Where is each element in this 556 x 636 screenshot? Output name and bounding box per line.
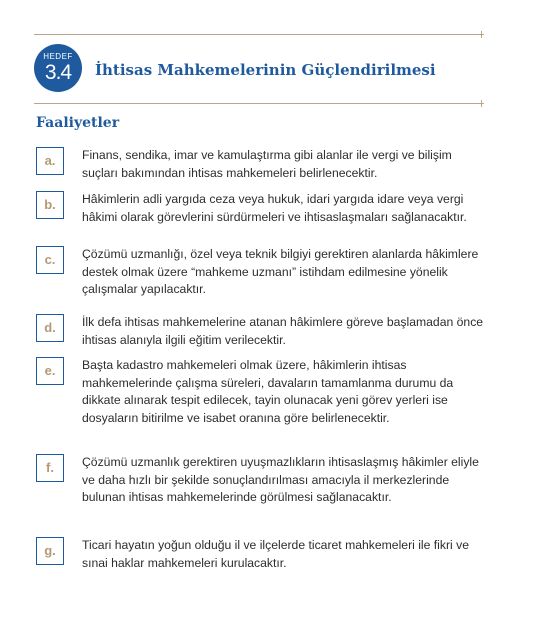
bottom-divider: [34, 103, 484, 104]
bottom-divider-tick: [481, 100, 482, 107]
goal-title: İhtisas Mahkemelerinin Güçlendirilmesi: [95, 61, 436, 79]
activity-letter: g.: [36, 537, 64, 565]
activity-text: Çözümü uzmanlığı, özel veya teknik bilgiyi gerektiren alanlarda hâkimlere destek olmak üzere “mahkeme uzmanı” istihdam edilmesine yönelik çalışmalar yapılacaktır.: [82, 247, 479, 296]
goal-header: [34, 44, 484, 94]
activity-text: Hâkimlerin adli yargıda ceza veya hukuk, idari yargıda idare veya vergi hâkimi olarak görevlerini sürdürmeleri ve ihtisaslaşmaları sağlanacaktır.: [82, 192, 467, 224]
activity-text: Başta kadastro mahkemeleri olmak üzere, hâkimlerin ihtisas mahkemelerinde çalışma süreleri, davaların tamamlanma durumu da dikkate alınarak tespit edilecek, tayin olunacak yeni görev yerleri ise dosyaların bitirilme ve isabet oranına göre belirlenecektir.: [82, 358, 454, 425]
activity-letter: a.: [36, 147, 64, 175]
activity-letter: d.: [36, 314, 64, 342]
activity-letter: f.: [36, 454, 64, 482]
top-divider: [34, 34, 484, 35]
goal-badge-label: HEDEF: [43, 52, 73, 61]
goal-badge-number: 3.4: [44, 61, 72, 84]
activity-text: Çözümü uzmanlık gerektiren uyuşmazlıkların ihtisaslaşmış hâkimler eliyle ve daha hızlı bir şekilde sonuçlandırılması amacıyla il merkezlerinde bulunan ihtisas mahkemelerinde görülmesi sağlanacaktır.: [82, 455, 479, 504]
top-divider-tick: [481, 31, 482, 38]
activity-text: İlk defa ihtisas mahkemelerine atanan hâkimlere göreve başlamadan önce ihtisas alanıyla ilgili eğitim verilecektir.: [82, 315, 484, 347]
activity-letter: e.: [36, 357, 64, 385]
goal-badge: [34, 44, 82, 92]
activity-text: Finans, sendika, imar ve kamulaştırma gibi alanlar ile vergi ve bilişim suçları bakımından ihtisas mahkemeleri belirlenecektir.: [82, 148, 452, 180]
activity-text: Ticari hayatın yoğun olduğu il ve ilçelerde ticaret mahkemeleri ile fikri ve sınai haklar mahkemeleri kurulacaktır.: [82, 538, 470, 570]
activities-heading: Faaliyetler: [36, 115, 120, 131]
activity-letter: c.: [36, 246, 64, 274]
activity-letter: b.: [36, 191, 64, 219]
